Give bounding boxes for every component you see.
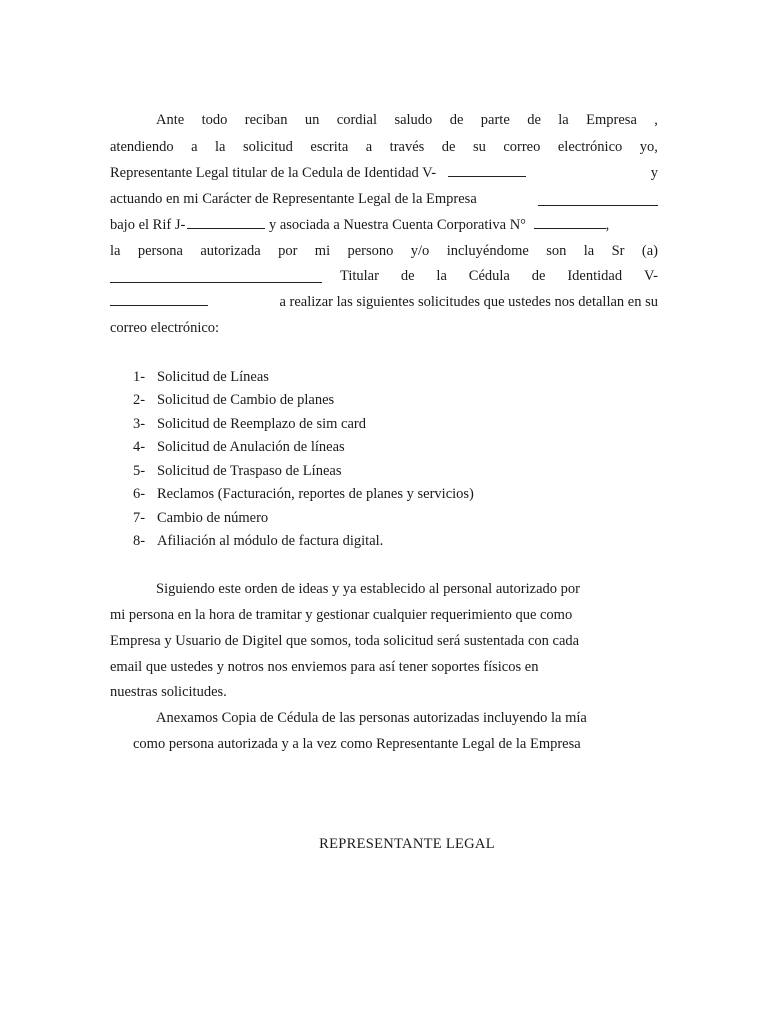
word: Identidad (567, 268, 623, 284)
word: persono (347, 243, 394, 259)
word: escrita (310, 139, 349, 155)
word: y/o (410, 243, 430, 259)
word: la (583, 243, 595, 259)
word: a (191, 139, 198, 155)
paragraph1-line5 (110, 215, 658, 235)
word: todo (201, 112, 228, 128)
word: la (558, 112, 569, 128)
company-name-blank (538, 193, 658, 206)
rif-blank (187, 216, 265, 229)
paragraph2-line1: Siguiendo este orden de ideas y ya establecido al personal autorizado por (156, 581, 580, 597)
paragraph1-line4 (110, 189, 658, 209)
word: persona (137, 243, 183, 259)
paragraph2-line4: email que ustedes y notros nos enviemos para así tener soportes físicos en (110, 659, 539, 675)
line3-text: Representante Legal titular de la Cedula de Identidad V- (110, 165, 437, 181)
line3-end: y (650, 165, 658, 181)
list-item: 8- Afiliación al módulo de factura digital. (133, 533, 384, 549)
word: Titular (340, 268, 379, 284)
word: yo, (639, 139, 658, 155)
list-item: 5- Solicitud de Traspaso de Líneas (133, 463, 342, 479)
paragraph2-line3: Empresa y Usuario de Digitel que somos, toda solicitud será sustentada con cada (110, 633, 580, 649)
paragraph1-line9 (110, 318, 658, 338)
word: V- (643, 268, 658, 284)
word: cordial (336, 112, 378, 128)
authorized-name-blank (110, 270, 322, 283)
word: de (531, 268, 546, 284)
list-item: 1- Solicitud de Líneas (133, 369, 269, 385)
word: través (389, 139, 425, 155)
word: la (110, 243, 121, 259)
authorized-id-blank (110, 293, 208, 306)
list-item: 4- Solicitud de Anulación de líneas (133, 439, 345, 455)
word: solicitud (242, 139, 293, 155)
word: Cédula (468, 268, 510, 284)
signature-title: REPRESENTANTE LEGAL (319, 836, 495, 852)
word: por (278, 243, 298, 259)
id-number-blank (448, 164, 526, 177)
word: de (449, 112, 464, 128)
list-item: 6- Reclamos (Facturación, reportes de planes y servicios) (133, 486, 474, 502)
word: Sr (611, 243, 625, 259)
word: correo (503, 139, 541, 155)
paragraph1-line6 (110, 241, 658, 261)
list-item: 7- Cambio de número (133, 510, 269, 526)
paragraph1-line3 (110, 163, 658, 183)
list-item: 3- Solicitud de Reemplazo de sim card (133, 416, 366, 432)
paragraph1-line8 (110, 292, 658, 312)
word: parte (480, 112, 510, 128)
word: mi (314, 243, 331, 259)
paragraph2-line5: nuestras solicitudes. (110, 684, 227, 700)
word: , (654, 112, 658, 128)
word: incluyéndome (446, 243, 529, 259)
word: la (436, 268, 447, 284)
paragraph1-line7 (110, 266, 658, 286)
line8-text: a realizar las siguientes solicitudes que ustedes nos detallan en su (279, 294, 658, 310)
word: (a) (641, 243, 658, 259)
paragraph3-line1: Anexamos Copia de Cédula de las personas autorizadas incluyendo la mía (156, 710, 587, 726)
word: un (304, 112, 320, 128)
word: su (472, 139, 486, 155)
word: reciban (244, 112, 288, 128)
word: Ante (156, 112, 185, 128)
line9-text: correo electrónico: (110, 320, 220, 336)
paragraph3-line2: como persona autorizada y a la vez como Representante Legal de la Empresa (133, 736, 581, 752)
word: de (527, 112, 541, 128)
word: la (215, 139, 226, 155)
paragraph2-line2: mi persona en la hora de tramitar y gestionar cualquier requerimiento que como (110, 607, 573, 623)
word: atendiendo (110, 139, 174, 155)
list-item: 2- Solicitud de Cambio de planes (133, 392, 335, 408)
word: a (365, 139, 373, 155)
word: Empresa (586, 112, 637, 128)
account-label: y asociada a Nuestra Cuenta Corporativa N° (268, 217, 526, 233)
word: saludo (394, 112, 433, 128)
word: de (441, 139, 456, 155)
rif-label: bajo el Rif J- (110, 217, 186, 233)
word: son (546, 243, 567, 259)
word: de (400, 268, 415, 284)
line4-text: actuando en mi Carácter de Representante Legal de la Empresa (110, 191, 477, 207)
paragraph1-line1 (156, 110, 658, 130)
paragraph1-line2 (110, 137, 658, 157)
line5-comma: , (605, 217, 610, 233)
line7-words (340, 266, 658, 286)
account-number-blank (534, 216, 606, 229)
word: autorizada (200, 243, 261, 259)
word: electrónico (557, 139, 623, 155)
